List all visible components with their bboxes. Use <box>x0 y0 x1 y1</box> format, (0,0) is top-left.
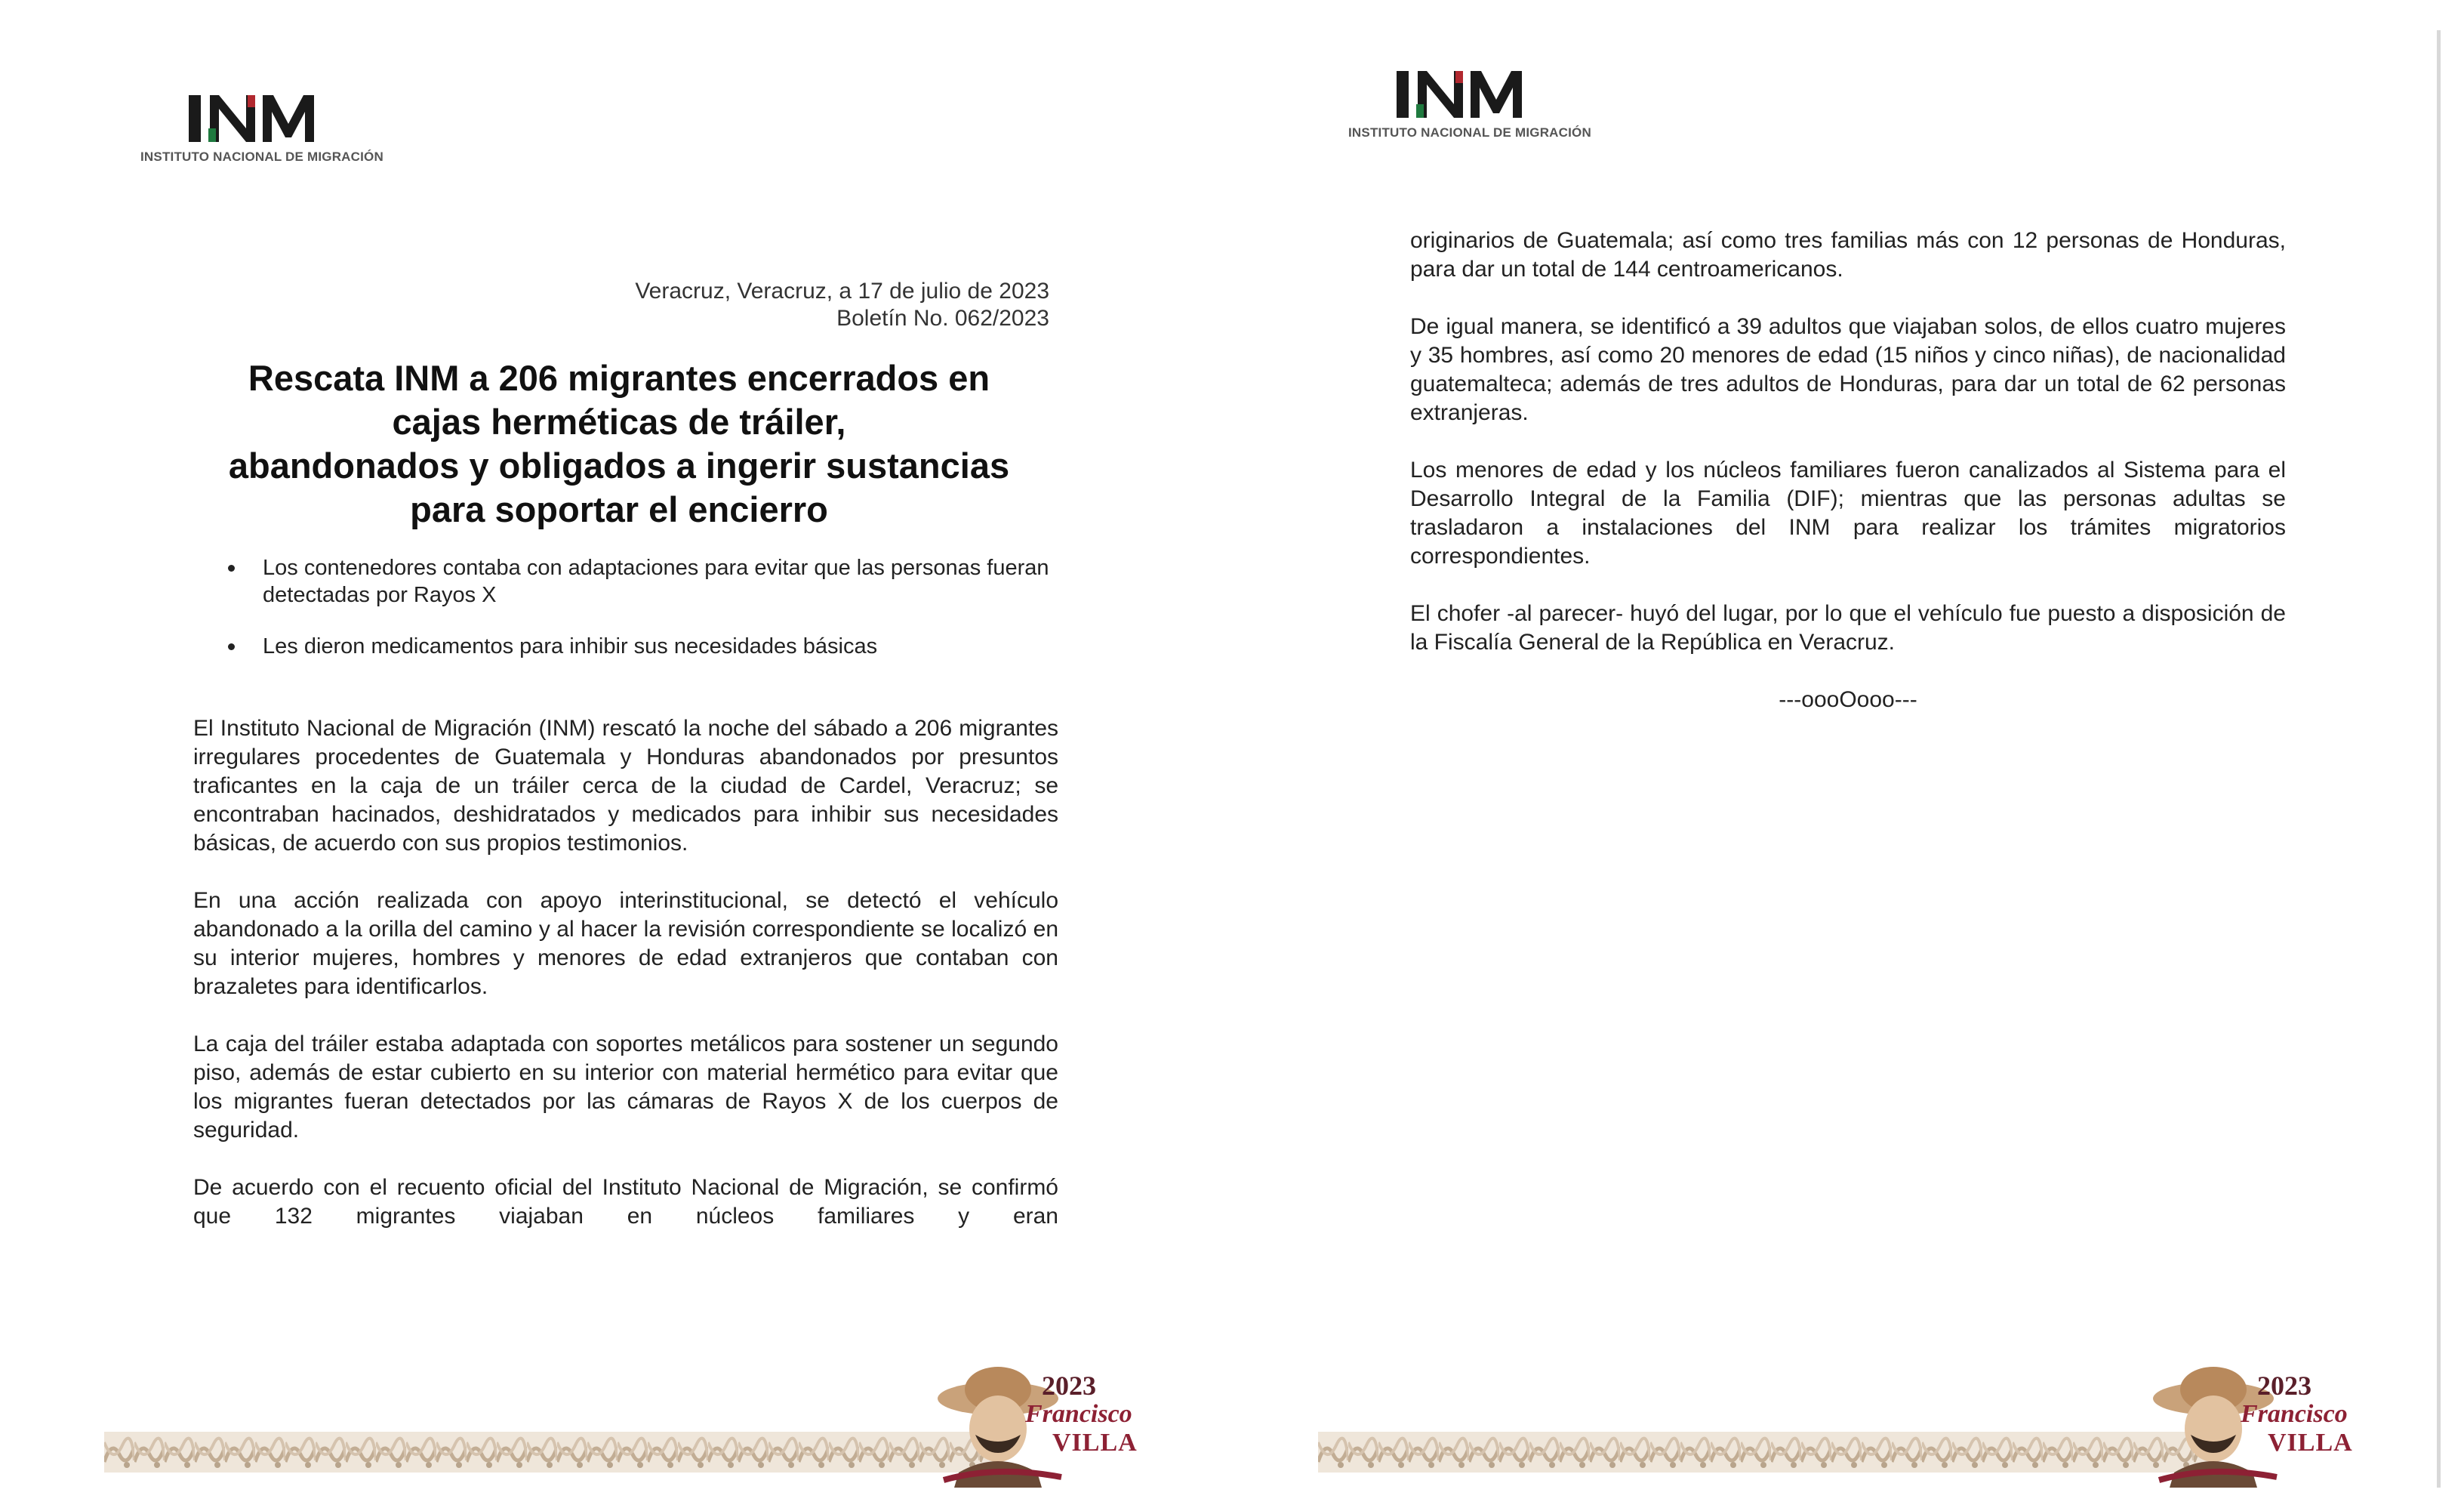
dateline-block <box>635 278 1049 332</box>
closing-mark: ---oooOooo--- <box>1779 687 1917 712</box>
bulletin-number: Boletín No. 062/2023 <box>836 306 1049 331</box>
bullet-item: Los contenedores contaba con adaptaciones para evitar que las personas fueran detectadas por Rayos X <box>226 554 1057 609</box>
inm-logo-mark <box>140 89 337 151</box>
paragraph: El chofer -al parecer- huyó del lugar, por lo que el vehículo fue puesto a disposición de la Fiscalía General de la República en Veracruz. <box>1410 601 2286 655</box>
vertical-scrollbar[interactable] <box>2437 30 2441 1488</box>
document-page-1 <box>0 0 1230 1508</box>
paragraph: De acuerdo con el recuento oficial del Instituto Nacional de Migración, se confirmó que 132 migrantes viajaban en núcleos familiares y eran <box>193 1175 1058 1229</box>
headline-line: cajas herméticas de tráiler, <box>392 402 846 442</box>
paragraph: La caja del tráiler estaba adaptada con soportes metálicos para sostener un segundo piso, además de estar cubierto en su interior con material hermético para evitar que los migrantes fueran detectados por las cámaras de Rayos X de los cuerpos de seguridad. <box>193 1032 1058 1143</box>
inm-logo-mark <box>1348 65 1545 127</box>
headline-line: Rescata INM a 206 migrantes encerrados en <box>248 358 990 398</box>
badge-year: 2023 <box>2257 1371 2312 1401</box>
headline-line: para soportar el encierro <box>410 489 828 529</box>
article-body-page-1 <box>193 714 1058 1260</box>
article-body-page-2 <box>1410 227 2286 743</box>
paragraph: En una acción realizada con apoyo interinstitucional, se detectó el vehículo abandonado a la orilla del camino y al hacer la revisión correspondiente se localizó en su interior mujeres, hombres y menores de edad extranjeros que contaban con brazaletes para identificarlos. <box>193 888 1058 999</box>
badge-surname: VILLA <box>1052 1429 1138 1457</box>
inm-logo <box>1348 65 1591 140</box>
francisco-villa-2023-badge <box>929 1359 1155 1488</box>
dateline: Veracruz, Veracruz, a 17 de julio de 2023 <box>635 279 1049 304</box>
summary-bullets <box>226 554 1057 684</box>
document-page-2 <box>1230 0 2438 1508</box>
paragraph: De igual manera, se identificó a 39 adultos que viajaban solos, de ellos cuatro mujeres y 35 hombres, así como 20 menores de edad (15 niños y cinco niñas), de nacionalidad guatemalteca; además de tres adultos de Honduras, para dar un total de 62 personas extranjeras. <box>1410 314 2286 425</box>
headline-line: abandonados y obligados a ingerir sustancias <box>228 446 1010 486</box>
ornament-pattern-icon <box>1318 1432 2209 1473</box>
paragraph: El Instituto Nacional de Migración (INM) rescató la noche del sábado a 206 migrantes irregulares procedentes de Guatemala y Honduras abandonados por presuntos traficantes en la caja de un tráiler cerca de la ciudad de Cardel, Veracruz; se encontraban hacinados, deshidratados y medicados para inhibir sus necesidades básicas, de acuerdo con sus propios testimonios. <box>193 716 1058 856</box>
decorative-footer-band <box>1318 1432 2209 1473</box>
badge-name: Francisco <box>1025 1400 1132 1428</box>
badge-name: Francisco <box>2241 1400 2348 1428</box>
paragraph: Los menores de edad y los núcleos familiares fueron canalizados al Sistema para el Desarrollo Integral de la Familia (DIF); mientras que las personas adultas se trasladaron a instalaciones del INM para realizar los trámites migratorios correspondientes. <box>1410 458 2286 569</box>
francisco-villa-2023-badge <box>2144 1359 2370 1488</box>
ornament-pattern-icon <box>104 1432 995 1473</box>
badge-year: 2023 <box>1042 1371 1096 1401</box>
inm-logo <box>140 89 383 165</box>
paragraph: originarios de Guatemala; así como tres familias más con 12 personas de Honduras, para dar un total de 144 centroamericanos. <box>1410 228 2286 282</box>
decorative-footer-band <box>104 1432 995 1473</box>
badge-surname: VILLA <box>2268 1429 2353 1457</box>
logo-caption: INSTITUTO NACIONAL DE MIGRACIÓN <box>140 150 383 164</box>
logo-caption: INSTITUTO NACIONAL DE MIGRACIÓN <box>1348 125 1591 140</box>
bullet-item: Les dieron medicamentos para inhibir sus necesidades básicas <box>226 633 1057 660</box>
headline <box>181 356 1057 532</box>
